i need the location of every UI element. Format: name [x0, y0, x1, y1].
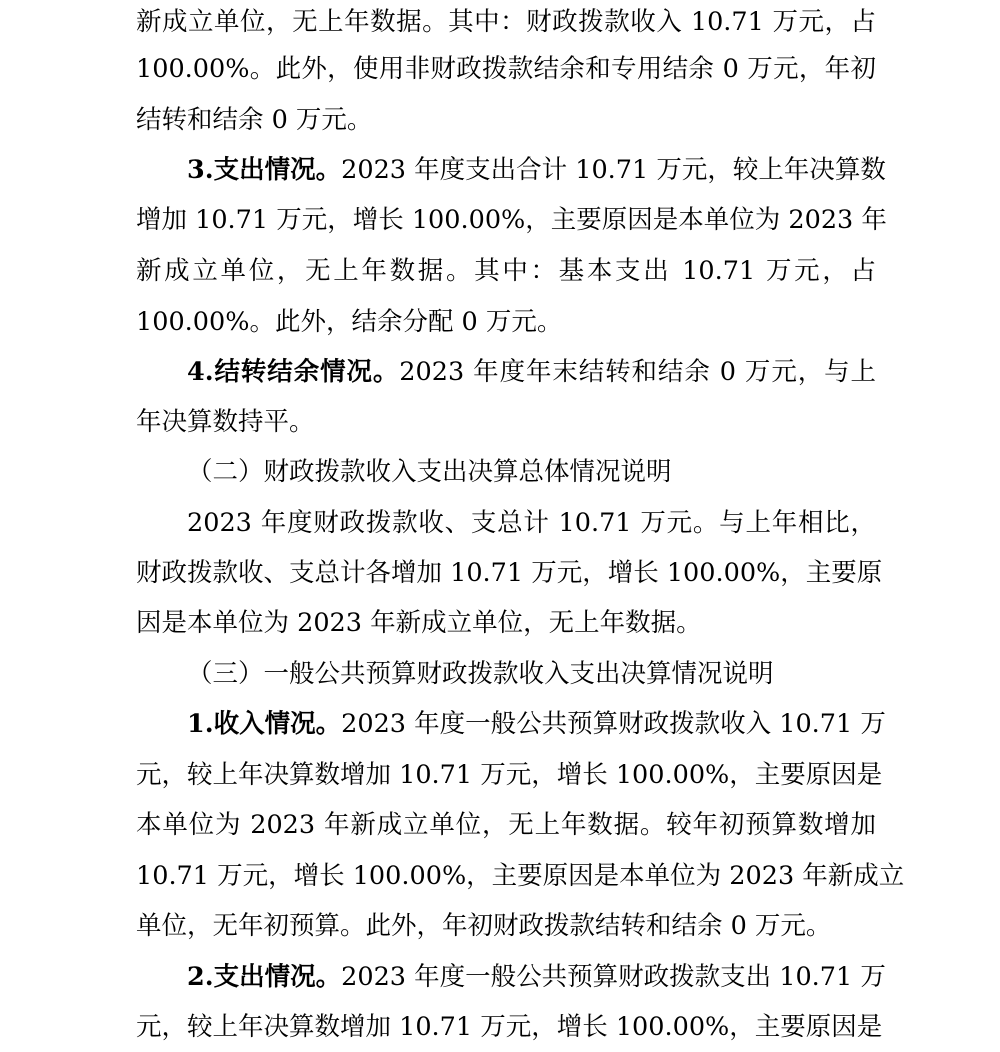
paragraph-line: 本单位为 2023 年新成立单位，无上年数据。较年初预算数增加: [136, 810, 876, 840]
paragraph-line: 10.71 万元，增长 100.00%，主要原因是本单位为 2023 年新成立: [136, 861, 905, 891]
section-lead-rest: 2023 年度一般公共预算财政拨款收入 10.71 万: [341, 709, 886, 739]
paragraph-line: 增加 10.71 万元，增长 100.00%，主要原因是本单位为 2023 年: [136, 205, 887, 235]
section-lead-bold: 4.结转结余情况。: [187, 357, 400, 387]
section-3-expenditure-line: [187, 145, 886, 195]
paragraph-line: 2023 年度财政拨款收、支总计 10.71 万元。与上年相比，: [187, 508, 876, 538]
paragraph-line: 因是本单位为 2023 年新成立单位，无上年数据。: [136, 608, 702, 638]
section-heading-3: （三）一般公共预算财政拨款收入支出决算情况说明: [187, 659, 774, 689]
paragraph-line: 100.00%。此外，使用非财政拨款结余和专用结余 0 万元，年初: [136, 54, 876, 84]
paragraph-line: 新成立单位，无上年数据。其中：基本支出 10.71 万元，占: [136, 256, 876, 286]
section-lead-bold: 2.支出情况。: [187, 962, 342, 992]
paragraph-line: 元，较上年决算数增加 10.71 万元，增长 100.00%，主要原因是: [136, 1012, 883, 1042]
section-lead-rest: 2023 年度支出合计 10.71 万元，较上年决算数: [341, 155, 886, 185]
section-lead-rest: 2023 年度年末结转和结余 0 万元，与上: [399, 357, 877, 387]
paragraph-line: 元，较上年决算数增加 10.71 万元，增长 100.00%，主要原因是: [136, 760, 883, 790]
section-heading-2: （二）财政拨款收入支出决算总体情况说明: [187, 457, 672, 487]
paragraph-line: 结转和结余 0 万元。: [136, 105, 373, 135]
paragraph-line: 单位，无年初预算。此外，年初财政拨款结转和结余 0 万元。: [136, 911, 832, 941]
paragraph-line: 新成立单位，无上年数据。其中：财政拨款收入 10.71 万元，占: [136, 7, 876, 37]
section-2-expenditure-line: [187, 952, 886, 1002]
section-1-income-line: [187, 699, 886, 749]
section-lead-rest: 2023 年度一般公共预算财政拨款支出 10.71 万: [341, 962, 886, 992]
paragraph-line: 财政拨款收、支总计各增加 10.71 万元，增长 100.00%，主要原: [136, 558, 883, 588]
section-lead-bold: 1.收入情况。: [187, 709, 342, 739]
paragraph-line: 100.00%。此外，结余分配 0 万元。: [136, 307, 563, 337]
section-lead-bold: 3.支出情况。: [187, 155, 342, 185]
paragraph-line: 年决算数持平。: [136, 407, 315, 437]
section-4-carryover-line: [187, 347, 876, 397]
